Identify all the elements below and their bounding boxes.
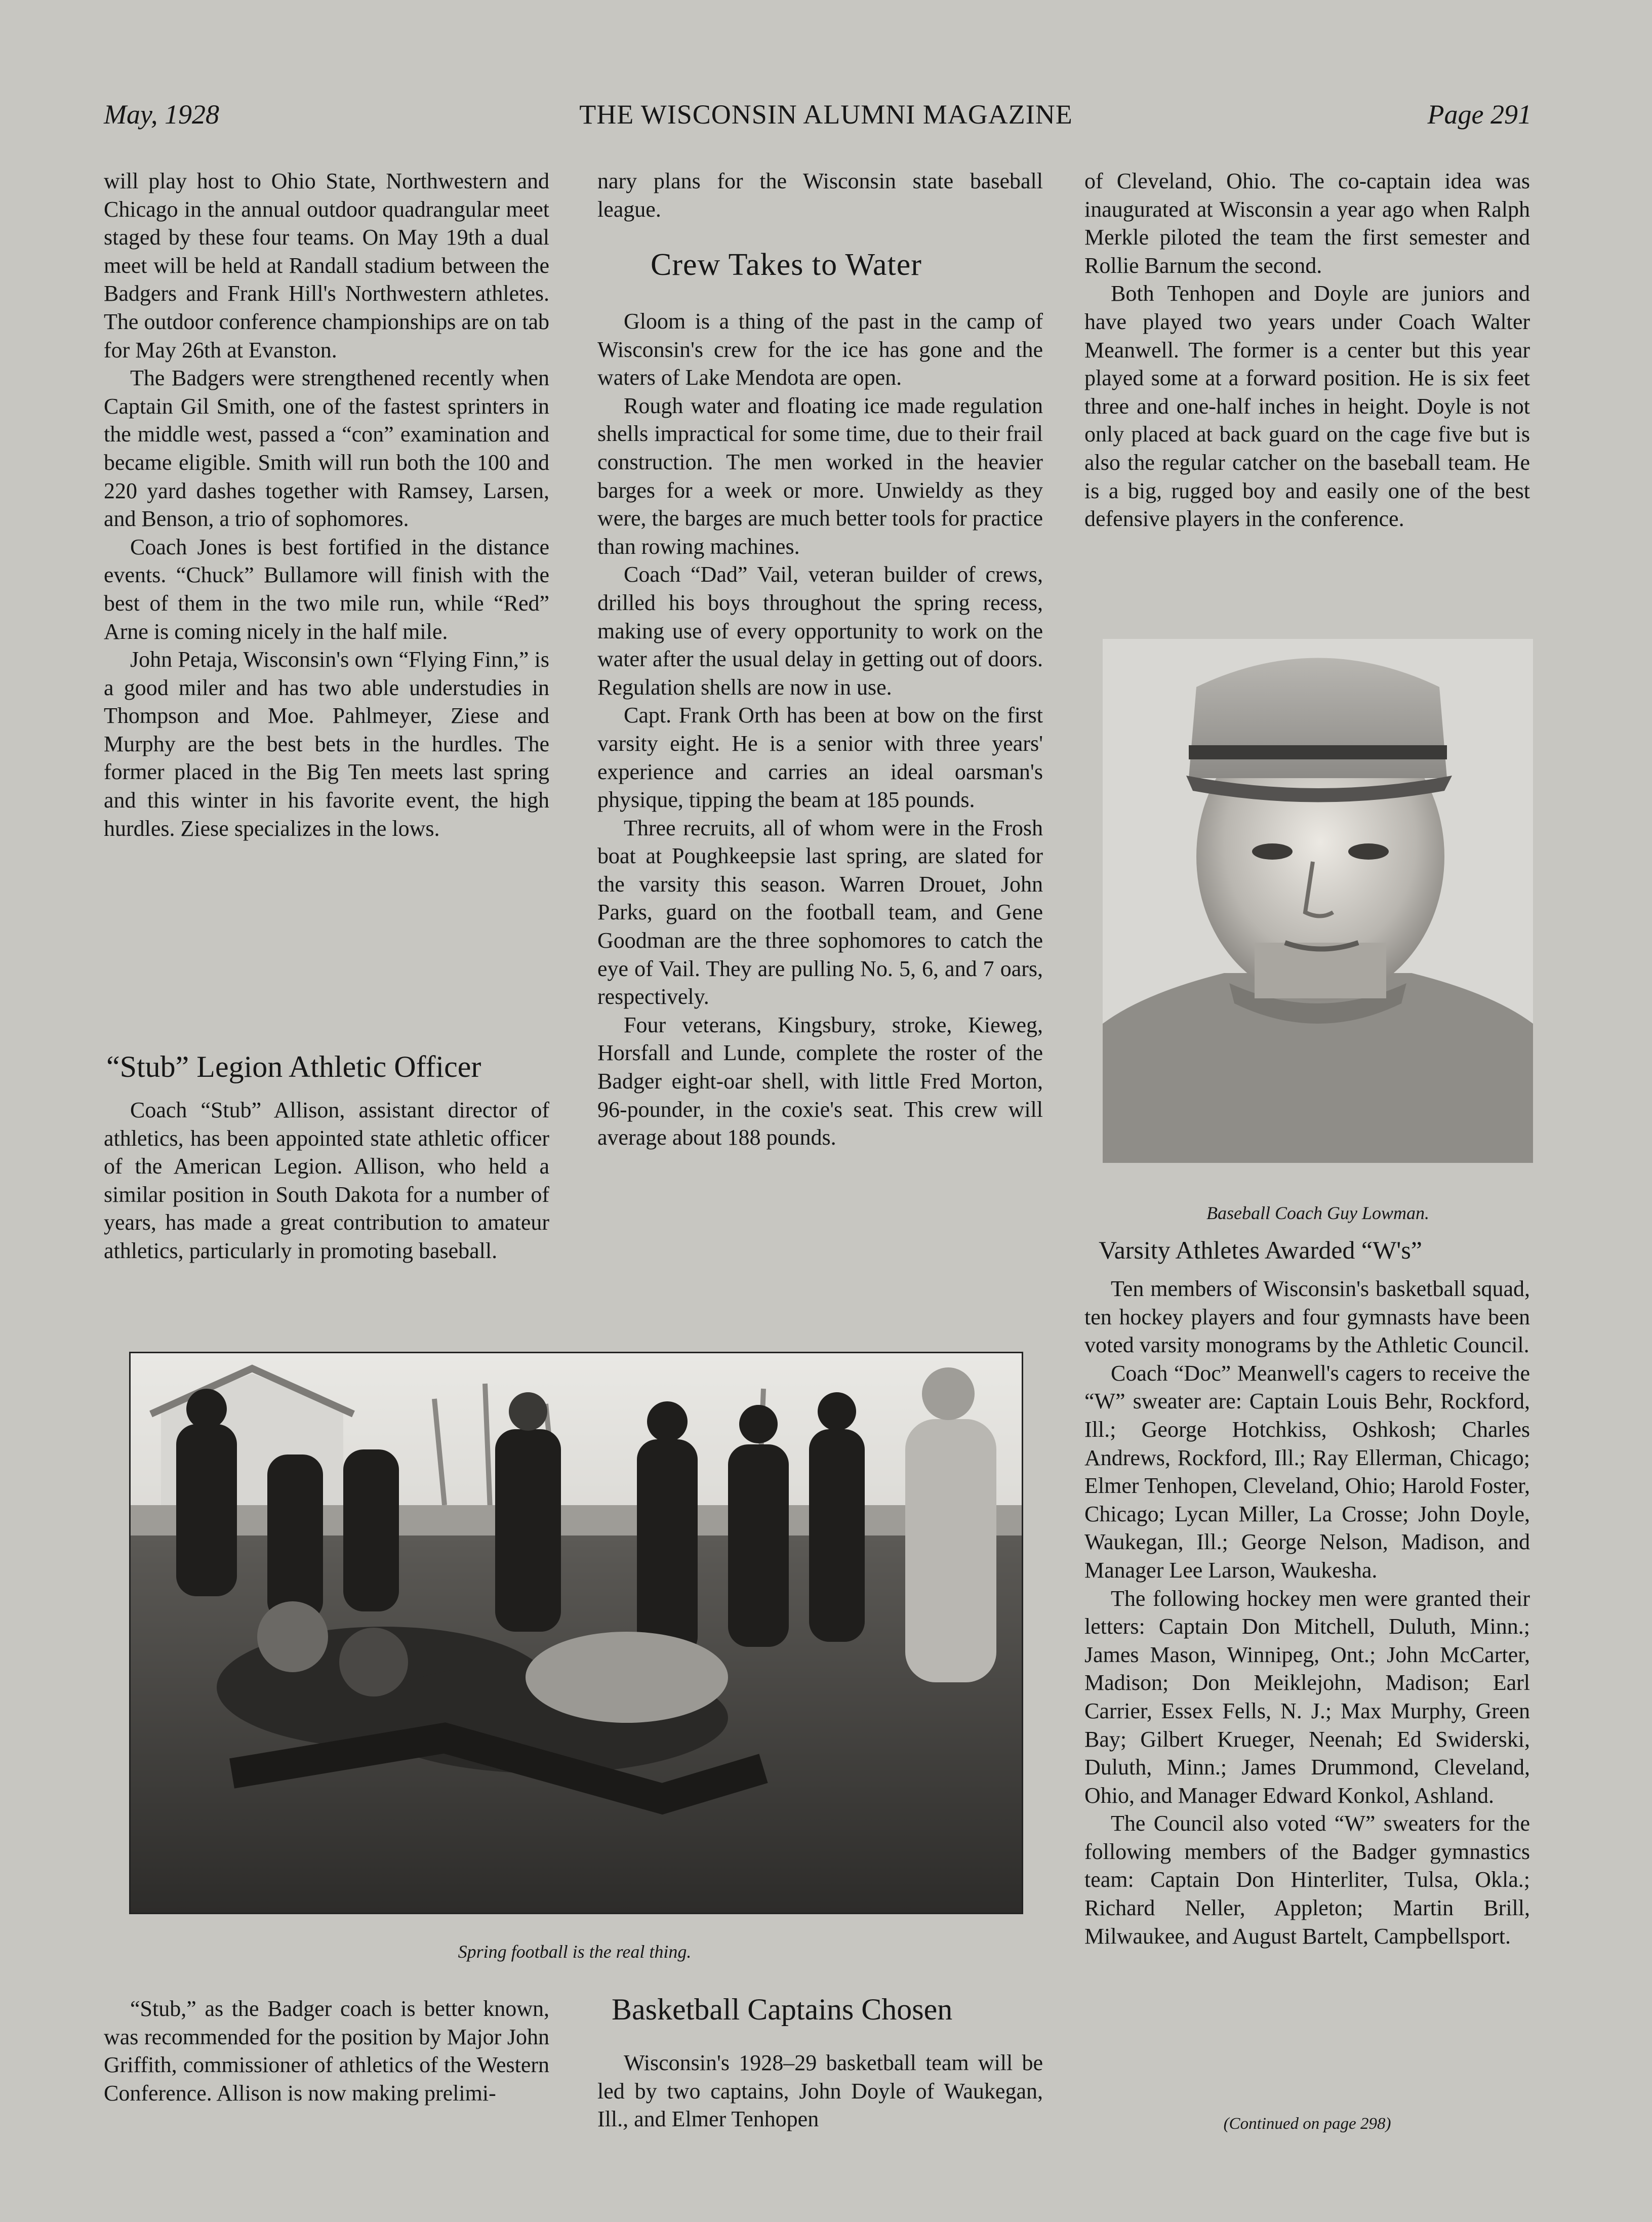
basketball-heading: Basketball Captains Chosen bbox=[612, 1993, 953, 2026]
crew-paragraph: Gloom is a thing of the past in the camp of Wisconsin's crew for the ice has gone and the waters of Lake Mendota are open. bbox=[597, 309, 1043, 390]
continued-note: (Continued on page 298) bbox=[1223, 2115, 1391, 2133]
stub-article bbox=[104, 1096, 549, 1265]
column-1 bbox=[104, 167, 549, 842]
varsity-heading: Varsity Athletes Awarded “W's” bbox=[1099, 1236, 1422, 1264]
crew-paragraph: Coach “Dad” Vail, veteran builder of crews, drilled his boys throughout the spring recess, making use of every opportunity to work on the water after the usual delay in getting out of doors. Regulation shells are now in use. bbox=[597, 562, 1043, 700]
column-3 bbox=[1084, 167, 1530, 533]
crew-paragraph: Rough water and floating ice made regulation shells impractical for some time, due to their frail construction. The men worked in the heavier barges for a week or more. Unwieldy as they were, the barges are much better tools for practice than rowing machines. bbox=[597, 393, 1043, 559]
track-paragraph: The Badgers were strengthened recently when Captain Gil Smith, one of the fastest sprinters in the middle west, passed a “con” examination and became eligible. Smith will run both the 100 and 220 yard dashes together with Ramsey, Larsen, and Benson, a trio of sophomores. bbox=[104, 366, 549, 532]
football-caption: Spring football is the real thing. bbox=[458, 1942, 692, 1962]
stub-continued-paragraph: “Stub,” as the Badger coach is better known, was recommended for the position by Major John Griffith, commissioner of athletics of the Western Conference. Allison is now making prelimi- bbox=[104, 1996, 549, 2106]
basketball-article bbox=[597, 2049, 1043, 2133]
track-paragraph: Coach Jones is best fortified in the distance events. “Chuck” Bullamore will finish with the best of them in the two mile run, while “Red” Arne is coming nicely in the half mile. bbox=[104, 534, 549, 644]
crew-paragraph: Capt. Frank Orth has been at bow on the first varsity eight. He is a senior with three years' experience and carries an ideal oarsman's physique, tipping the beam at 185 pounds. bbox=[597, 703, 1043, 813]
magazine-title: THE WISCONSIN ALUMNI MAGAZINE bbox=[579, 99, 1073, 130]
crew-paragraph: Three recruits, all of whom were in the Frosh boat at Poughkeepsie last spring, are slated for the varsity this season. Warren Drouet, John Parks, guard on the football team, and Gene Goodman are the three sophomores to catch the eye of Vail. They are pulling No. 5, 6, and 7 oars, respectively. bbox=[597, 815, 1043, 1009]
football-photo bbox=[129, 1352, 1023, 1914]
stub-paragraph: Coach “Stub” Allison, assistant director of athletics, has been appointed state athletic officer of the American Legion. Allison, who held a similar position in South Dakota for a number of years, has made a great contribution to amateur athletics, particularly in promoting baseball. bbox=[104, 1098, 549, 1263]
captains-paragraph: Both Tenhopen and Doyle are juniors and have played two years under Coach Walter Meanwell. The former is a center but this year played some at a forward position. He is six feet three and one-half inches in height. Doyle is not only placed at back guard on the cage five but is also the regular catcher on the baseball team. He is a big, rugged boy and easily one of the best defensive players in the conference. bbox=[1084, 281, 1530, 532]
crew-heading: Crew Takes to Water bbox=[651, 248, 922, 282]
track-paragraph: John Petaja, Wisconsin's own “Flying Finn,” is a good miler and has two able understudies in Thompson and Moe. Pahlmeyer, Ziese and Murphy are the best bets in the hurdles. The former placed in the Big Ten meets last spring and this winter in his favorite event, the high hurdles. Ziese specializes in the lows. bbox=[104, 647, 549, 841]
basketball-paragraph: Wisconsin's 1928–29 basketball team will be led by two captains, John Doyle of Waukegan, Ill., and Elmer Tenhopen bbox=[597, 2050, 1043, 2132]
varsity-article bbox=[1084, 1275, 1530, 1950]
crew-paragraph: Four veterans, Kingsbury, stroke, Kieweg, Horsfall and Lunde, complete the roster of the Badger eight-oar shell, with little Fred Morton, 96-pounder, in the coxie's seat. This crew will average about 188 pounds. bbox=[597, 1012, 1043, 1150]
stub-continued bbox=[104, 1995, 549, 2107]
varsity-paragraph: The following hockey men were granted their letters: Captain Don Mitchell, Duluth, Minn.; James Mason, Winnipeg, Ont.; John McCarter, Madison; Don Meiklejohn, Madison; Earl Carrier, Essex Fells, N. J.; Max Murphy, Green Bay; Gilbert Krueger, Neenah; Ed Swiderski, Duluth, Minn.; James Drummond, Cleveland, Ohio, and Manager Edward Konkol, Ashland. bbox=[1084, 1586, 1530, 1808]
coach-photo bbox=[1103, 639, 1533, 1163]
column-2 bbox=[597, 167, 1043, 223]
issue-date: May, 1928 bbox=[104, 99, 219, 130]
captains-paragraph: of Cleveland, Ohio. The co-captain idea was inaugurated at Wisconsin a year ago when Ralph Merkle piloted the team the first semester and Rollie Barnum the second. bbox=[1084, 169, 1530, 278]
track-paragraph: will play host to Ohio State, Northwestern and Chicago in the annual outdoor quadrangular meet staged by these four teams. On May 19th a dual meet will be held at Randall stadium between the Badgers and Frank Hill's Northwestern athletes. The outdoor conference championships are on tab for May 26th at Evanston. bbox=[104, 169, 549, 362]
coach-caption: Baseball Coach Guy Lowman. bbox=[1206, 1203, 1429, 1223]
page-number: Page 291 bbox=[1427, 99, 1532, 130]
crew-article bbox=[597, 307, 1043, 1152]
baseball-league-text: nary plans for the Wisconsin state baseball league. bbox=[597, 169, 1043, 222]
stub-heading: “Stub” Legion Athletic Officer bbox=[106, 1050, 481, 1083]
varsity-paragraph: The Council also voted “W” sweaters for the following members of the Badger gymnastics team: Captain Don Hinterliter, Tulsa, Okla.; Richard Neller, Appleton; Martin Brill, Milwaukee, and August Bartelt, Campbellsport. bbox=[1084, 1811, 1530, 1949]
varsity-paragraph: Coach “Doc” Meanwell's cagers to receive the “W” sweater are: Captain Louis Behr, Rockford, Ill.; George Hotchkiss, Oshkosh; Charles Andrews, Rockford, Ill.; Ray Ellerman, Chicago; Elmer Tenhopen, Cleveland, Ohio; Harold Foster, Chicago; Lycan Miller, La Crosse; John Doyle, Waukegan, Ill.; George Nelson, Madison, and Manager Lee Larson, Waukesha. bbox=[1084, 1360, 1530, 1583]
varsity-paragraph: Ten members of Wisconsin's basketball squad, ten hockey players and four gymnasts have been voted varsity monograms by the Athletic Council. bbox=[1084, 1276, 1530, 1358]
